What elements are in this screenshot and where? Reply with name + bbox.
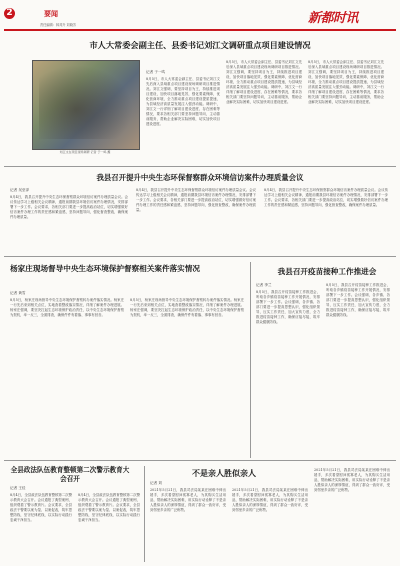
right-mid-headline: 我县召开疫苗接种工作推进会: [277, 267, 377, 276]
divider-3: [4, 460, 396, 461]
left-mid-headline: 杨家庄现场督导中央生态环境保护督察相关案件落实情况: [10, 264, 200, 273]
bottom-right-headline: 不是亲人胜似亲人: [192, 469, 256, 478]
top-body-col3: 8月5日，市人大常委会副主任、县委书记刘江文先后深入县域重点项目建设现场调研项目推进情况。刘江文强调，要坚持项目为王，持续推进项目建设，加快项目落地见效，强化要素保障，优化营商环境，全力推动重点项目建设提质提速，为县域经济高质量发展注入强劲动能。调研中，刘江文一行详细了解项目建设进度、存在困难等情况，要求各相关部门要坚持问题导向，主动靠前服务，帮助企业解决实际困难，切实加快项目建设进度。: [308, 60, 384, 104]
bottom-left-body-col1: 8月4日，全县政法队伍教育整顿第二次警示教育大会召开。会议通报了典型案例，组织观看了警示教育片。会议要求，全县政法干警要以案为鉴、以案促改，筑牢思想防线，坚守纪律底线，以实际行动践行忠诚干净担当。: [10, 493, 72, 522]
left-mid-body-col2: 8月5日，杨家庄现场督导中央生态环境保护督察转办案件落实情况。杨家庄一行先后来到相关点位，实地查看整改落实情况，详细了解案件办理进展。杨家庄强调，要坚决扛起生态环境保护政治责任，以中央生态环境保护督察为契机，举一反三，全面排查，确保件件有着落、事事有回音。: [130, 298, 244, 317]
section-title: 要闻: [44, 10, 58, 18]
column-divider: [250, 262, 251, 458]
bottom-left-body-col2: 8月4日，全县政法队伍教育整顿第二次警示教育大会召开。会议通报了典型案例，组织观看了警示教育片。会议要求，全县政法干警要以案为鉴、以案促改，筑牢思想防线，坚守纪律底线，以实际行动践行忠诚干净担当。: [78, 493, 140, 522]
paper-logo: 新都时讯: [308, 11, 359, 26]
second-body-col2: 8月4日，我县召开提升中央生态环保督察群众环境信访案件办理质量会议。会议传达学习上级相关会议精神，通报前期我县环境信访案件办理情况，安排部署下一步工作。会议要求，各相关部门要进一步提高政治站位，切实增强做好信访案件办理工作的责任感和紧迫感，坚持问题导向，强化督查整改，确保案件办理质量。: [136, 188, 256, 212]
second-body-col1: 8月4日，我县召开提升中央生态环保督察群众环境信访案件办理质量会议。会议传达学习上级相关会议精神，通报前期我县环境信访案件办理情况，安排部署下一步工作。会议要求，各相关部门要进一步提高政治站位，切实增强做好信访案件办理工作的责任感和紧迫感，坚持问题导向，强化督查整改，确保案件办理质量。: [10, 195, 128, 219]
top-body-col2: 8月5日，市人大常委会副主任、县委书记刘江文先后深入县域重点项目建设现场调研项目推进情况。刘江文强调，要坚持项目为王，持续推进项目建设，加快项目落地见效，强化要素保障，优化营商环境，全力推动重点项目建设提质提速，为县域经济高质量发展注入强劲动能。调研中，刘江文一行详细了解项目建设进度、存在困难等情况，要求各相关部门要坚持问题导向，主动靠前服务，帮助企业解决实际困难，切实加快项目建设进度。: [226, 60, 302, 104]
bottom-divider: [144, 466, 145, 562]
right-mid-body-col1: 8月5日，我县召开疫苗接种工作推进会，听取各乡镇疫苗接种工作开展情况，安排部署下一步工作。会议强调，各乡镇、各部门要进一步提高思想认识，强化组织领导，压实工作责任，加大宣传力度，全力推进疫苗接种工作，确保应接尽接，筑牢群众健康防线。: [256, 290, 320, 324]
left-mid-byline: 记者 黄雪: [10, 291, 26, 295]
right-mid-byline: 记者 李兰: [256, 283, 272, 287]
divider-2: [4, 256, 396, 257]
right-mid-body-col2: 8月5日，我县召开疫苗接种工作推进会，听取各乡镇疫苗接种工作开展情况，安排部署下一步工作。会议强调，各乡镇、各部门要进一步提高思想认识，强化组织领导，压实工作责任，加大宣传力度，全力推进疫苗接种工作，确保应接尽接，筑牢群众健康防线。: [326, 283, 390, 317]
bottom-right-byline: 记者 刘: [150, 481, 162, 485]
top-body-col1: 8月5日，市人大常委会副主任、县委书记刘江文先后深入县域重点项目建设现场调研项目推进情况。刘江文强调，要坚持项目为王，持续推进项目建设，加快项目落地见效，强化要素保障，优化营商环境，全力推动重点项目建设提质提速，为县域经济高质量发展注入强劲动能。调研中，刘江文一行详细了解项目建设进度、存在困难等情况，要求各相关部门要坚持问题导向，主动靠前服务，帮助企业解决实际困难，切实加快项目建设进度。: [146, 77, 220, 126]
bottom-right-body-col2: 2021年5月21日，我县司法局某某在困难中伸出援手，多次看望慰问孤寡老人，为其购买生活用品，帮助解决实际困难，用实际行动诠释了不是亲人胜似亲人的深厚情谊，得到了群众一致好评，受到邻里乡亲的广泛称赞。: [232, 488, 308, 512]
second-byline: 记者 吴至泽: [10, 188, 30, 192]
top-headline: 市人大常委会副主任、县委书记刘江文调研重点项目建设情况: [89, 40, 311, 50]
bottom-left-headline: 全县政法队伍教育整顿第二次警示教育大会召开: [10, 466, 130, 483]
bottom-right-body-col3: 2021年5月21日，我县司法局某某在困难中伸出援手，多次看望慰问孤寡老人，为其购买生活用品，帮助解决实际困难，用实际行动诠释了不是亲人胜似亲人的深厚情谊，得到了群众一致好评，受到邻里乡亲的广泛称赞。: [314, 468, 390, 492]
second-headline: 我县召开提升中央生态环保督察群众环境信访案件办理质量会议: [96, 173, 304, 182]
top-article-photo: [32, 60, 140, 150]
left-mid-body-col1: 8月5日，杨家庄现场督导中央生态环境保护督察转办案件落实情况。杨家庄一行先后来到相关点位，实地查看整改落实情况，详细了解案件办理进展。杨家庄强调，要坚决扛起生态环境保护政治责任，以中央生态环境保护督察为契机，举一反三，全面排查，确保件件有着落、事事有回音。: [10, 298, 124, 317]
divider-1: [4, 166, 396, 167]
top-byline: 记者 于一鸣: [146, 70, 166, 74]
bottom-right-body-col1: 2021年5月21日，我县司法局某某在困难中伸出援手，多次看望慰问孤寡老人，为其购买生活用品，帮助解决实际困难，用实际行动诠释了不是亲人胜似亲人的深厚情谊，得到了群众一致好评，受到邻里乡亲的广泛称赞。: [150, 488, 226, 512]
photo-caption: 刘江文在项目现场调研 记者 于一鸣 摄: [59, 150, 111, 154]
second-body-col3: 8月4日，我县召开提升中央生态环保督察群众环境信访案件办理质量会议。会议传达学习上级相关会议精神，通报前期我县环境信访案件办理情况，安排部署下一步工作。会议要求，各相关部门要进一步提高政治站位，切实增强做好信访案件办理工作的责任感和紧迫感，坚持问题导向，强化督查整改，确保案件办理质量。: [264, 188, 388, 207]
editor-line: 责任编辑：林邦升 刘晓芳: [40, 23, 77, 27]
bottom-left-byline: 记者 王佳: [10, 486, 26, 490]
page-number-badge: 2: [4, 8, 15, 19]
masthead-rule: [4, 29, 396, 31]
